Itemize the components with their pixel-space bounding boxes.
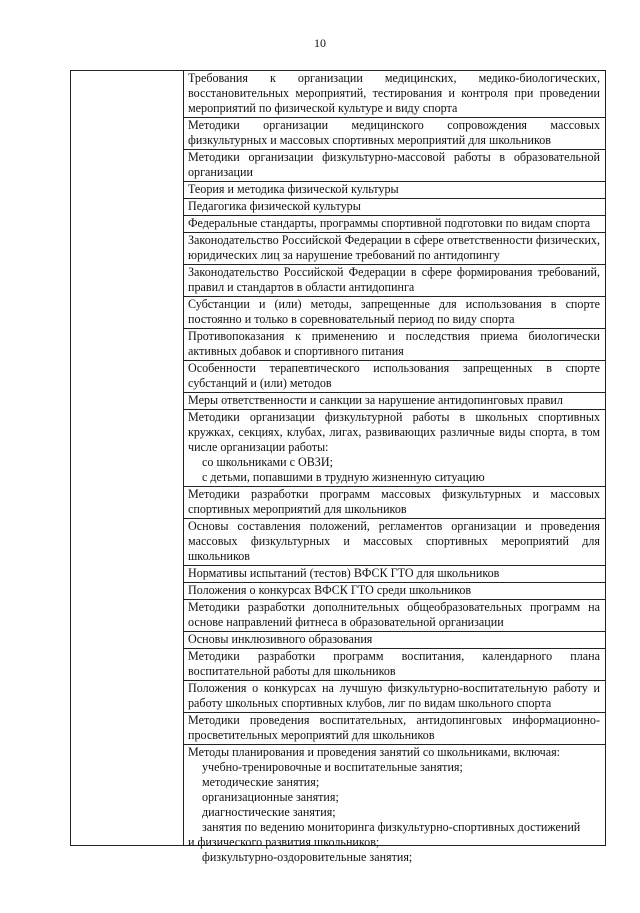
row-text: диагностические занятия;	[202, 805, 336, 819]
table-row	[183, 632, 605, 649]
table-row	[183, 118, 605, 150]
table-row	[183, 150, 605, 182]
table-row	[183, 566, 605, 583]
row-text: Методики организации физкультурной работы в школьных спортивных кружках, секциях, клубах, лигах, развивающих различные виды спорта, в том числе организации работы:	[188, 410, 600, 454]
row-text: Методики организации медицинского сопровождения массовых физкультурных и массовых спортивных мероприятий для школьников	[188, 118, 600, 147]
table-row	[183, 487, 605, 519]
row-text: Методики разработки программ воспитания, календарного плана воспитательной работы для школьников	[188, 649, 600, 678]
row-text: Противопоказания к применению и последствия приема биологически активных добавок и спортивного питания	[188, 329, 600, 358]
row-text: занятия по ведению мониторинга физкультурно-спортивных достижений	[202, 820, 581, 834]
table-row	[183, 410, 605, 487]
table-row	[183, 199, 605, 216]
table-row	[183, 600, 605, 632]
row-text: Нормативы испытаний (тестов) ВФСК ГТО для школьников	[188, 566, 500, 580]
table-row	[183, 233, 605, 265]
row-text: Основы инклюзивного образования	[188, 632, 373, 646]
row-text: Законодательство Российской Федерации в сфере формирования требований, правил и стандартов в области антидопинга	[188, 265, 600, 294]
page-number: 10	[314, 36, 326, 50]
row-text: Методы планирования и проведения занятий со школьниками, включая:	[188, 745, 561, 759]
table-row	[183, 681, 605, 713]
row-text: Законодательство Российской Федерации в сфере ответственности физических, юридических лиц за нарушение требований по антидопингу	[188, 233, 600, 262]
row-text: Федеральные стандарты, программы спортивной подготовки по видам спорта	[188, 216, 591, 230]
row-text: учебно-тренировочные и воспитательные занятия;	[202, 760, 463, 774]
row-text: и физического развития школьников;	[188, 835, 380, 849]
row-text: методические занятия;	[202, 775, 320, 789]
row-text: Субстанции и (или) методы, запрещенные для использования в спорте постоянно и только в соревновательный период по виду спорта	[188, 297, 600, 326]
table-row	[183, 71, 605, 118]
table-row	[183, 182, 605, 199]
row-text: Педагогика физической культуры	[188, 199, 361, 213]
table-row	[183, 393, 605, 410]
table-row	[183, 265, 605, 297]
row-text: Теория и методика физической культуры	[188, 182, 399, 196]
row-text: Методики проведения воспитательных, антидопинговых информационно-просветительных мероприятий для школьников	[188, 713, 600, 742]
row-text: Методики разработки дополнительных общеобразовательных программ на основе направлений фитнеса в образовательной организации	[188, 600, 600, 629]
row-text: Меры ответственности и санкции за нарушение антидопинговых правил	[188, 393, 563, 407]
table-row	[183, 519, 605, 566]
knowledge-list	[183, 71, 605, 866]
table-row	[183, 583, 605, 600]
table-row	[183, 361, 605, 393]
row-text: Методики организации физкультурно-массовой работы в образовательной организации	[188, 150, 600, 179]
row-text: Основы составления положений, регламентов организации и проведения массовых физкультурных и массовых спортивных мероприятий для школьников	[188, 519, 600, 563]
table-row	[183, 329, 605, 361]
row-text: Положения о конкурсах ВФСК ГТО среди школьников	[188, 583, 472, 597]
table-row	[183, 297, 605, 329]
table-row	[183, 649, 605, 681]
row-text: физкультурно-оздоровительные занятия;	[202, 850, 413, 864]
row-text: Особенности терапевтического использования запрещенных в спорте субстанций и (или) методов	[188, 361, 600, 390]
requirements-table	[70, 70, 606, 864]
row-text: со школьниками с ОВЗИ;	[202, 455, 333, 469]
row-text: Методики разработки программ массовых физкультурных и массовых спортивных мероприятий для школьников	[188, 487, 600, 516]
table-row	[183, 745, 605, 866]
table-row	[183, 216, 605, 233]
row-text: Положения о конкурсах на лучшую физкультурно-воспитательную работу и работу школьных спортивных клубов, лиг по видам школьного спорта	[188, 681, 600, 710]
row-text: с детьми, попавшими в трудную жизненную ситуацию	[202, 470, 485, 484]
row-text: организационные занятия;	[202, 790, 339, 804]
row-text: Требования к организации медицинских, медико-биологических, восстановительных мероприятий, тестирования и контроля при проведении мероприятий по физической культуре и виду спорта	[188, 71, 600, 115]
table-row	[183, 713, 605, 745]
